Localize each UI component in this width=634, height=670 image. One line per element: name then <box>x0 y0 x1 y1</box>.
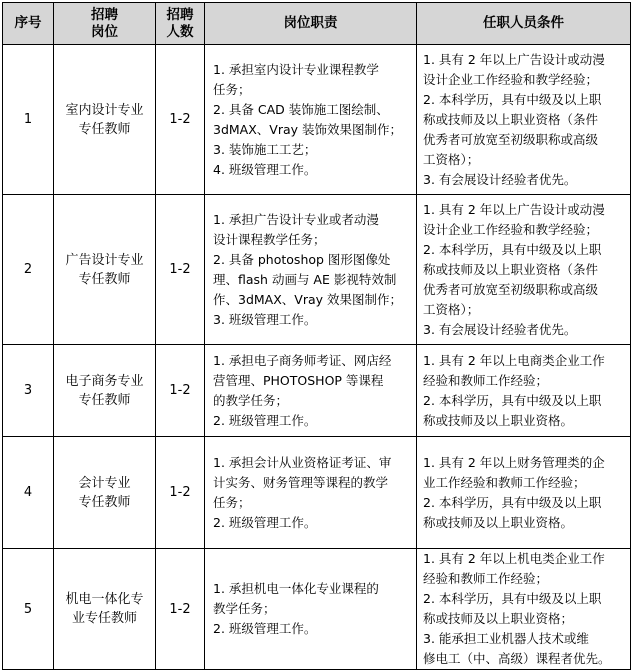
requirement-line: 2. 本科学历，具有中级及以上职 <box>423 91 602 107</box>
header-count-line: 招聘 <box>166 6 194 23</box>
row-requirements <box>417 45 631 195</box>
duty-line: 1. 承担电子商务师考证、网店经 <box>213 352 392 368</box>
row-index: 1 <box>3 45 54 195</box>
requirement-line: 经验和教师工作经验； <box>423 372 549 388</box>
requirement-line: 称或技师及以上职业资格（条件 <box>423 111 599 127</box>
row-requirements <box>417 345 631 437</box>
row-count: 1-2 <box>156 45 205 195</box>
duty-line: 作、3dMAX、Vray 效果图制作； <box>213 291 403 307</box>
duty-line: 3. 班级管理工作。 <box>213 311 317 327</box>
row-index: 2 <box>3 195 54 345</box>
duty-line: 4. 班级管理工作。 <box>213 161 317 177</box>
position-line: 会计专业 <box>78 475 131 491</box>
table-row <box>3 549 631 670</box>
row-duties <box>205 195 417 345</box>
duty-line: 1. 承担机电一体化专业课程的 <box>213 581 379 596</box>
row-requirements <box>417 437 631 549</box>
duty-line: 2. 班级管理工作。 <box>213 514 317 530</box>
duty-line: 营管理、PHOTOSHOP 等课程 <box>213 372 384 388</box>
row-position <box>54 345 156 437</box>
header-position-line: 岗位 <box>91 23 118 40</box>
requirement-line: 设计企业工作经验和教学经验； <box>423 221 599 237</box>
row-position <box>54 195 156 345</box>
table-row <box>3 437 631 549</box>
row-index: 3 <box>3 345 54 437</box>
position-line: 专任教师 <box>78 121 131 137</box>
requirement-line: 2. 本科学历，具有中级及以上职 <box>423 494 602 510</box>
row-index: 5 <box>3 549 54 670</box>
requirement-line: 称或技师及以上职业资格。 <box>423 514 574 530</box>
requirement-line: 1. 具有 2 年以上财务管理类的企 <box>423 454 605 470</box>
requirement-line: 2. 本科学历，具有中级及以上职 <box>423 591 602 606</box>
requirement-line: 称或技师及以上职业资格； <box>423 611 574 626</box>
header-index: 序号 <box>3 3 54 45</box>
requirement-line: 1. 具有 2 年以上广告设计或动漫 <box>423 51 605 67</box>
header-requirements: 任职人员条件 <box>417 3 631 45</box>
table-row <box>3 345 631 437</box>
row-count: 1-2 <box>156 549 205 670</box>
duty-line: 1. 承担室内设计专业课程教学 <box>213 61 379 77</box>
duty-line: 理、flash 动画与 AE 影视特效制 <box>213 271 397 287</box>
requirement-line: 设计企业工作经验和教学经验； <box>423 71 599 87</box>
requirement-line: 工资格）； <box>423 301 480 317</box>
recruitment-table <box>2 2 631 670</box>
duty-line: 1. 承担广告设计专业或者动漫 <box>213 211 379 227</box>
requirement-line: 工资格）； <box>423 151 480 167</box>
row-requirements <box>417 549 631 670</box>
duty-line: 1. 承担会计从业资格证考证、审 <box>213 454 392 470</box>
position-line: 专任教师 <box>78 271 131 287</box>
row-count: 1-2 <box>156 195 205 345</box>
row-index: 4 <box>3 437 54 549</box>
header-row <box>3 3 631 45</box>
table-row <box>3 45 631 195</box>
duty-line: 2. 具备 CAD 装饰施工图绘制、 <box>213 101 389 117</box>
requirement-line: 3. 有会展设计经验者优先。 <box>423 171 577 187</box>
requirement-line: 经验和教师工作经验； <box>423 571 549 586</box>
duty-line: 2. 班级管理工作。 <box>213 621 317 636</box>
duty-line: 3. 装饰施工工艺； <box>213 141 317 157</box>
row-duties <box>205 45 417 195</box>
duty-line: 任务； <box>213 494 251 510</box>
row-duties <box>205 345 417 437</box>
header-count-line: 人数 <box>166 23 194 40</box>
position-line: 室内设计专业 <box>65 102 144 118</box>
requirement-line: 1. 具有 2 年以上电商类企业工作 <box>423 352 605 368</box>
requirement-line: 称或技师及以上职业资格。 <box>423 412 574 428</box>
row-count: 1-2 <box>156 437 205 549</box>
requirement-line: 业工作经验和教师工作经验； <box>423 474 586 490</box>
table-row <box>3 195 631 345</box>
header-count <box>156 3 205 45</box>
duty-line: 2. 班级管理工作。 <box>213 412 317 428</box>
row-requirements <box>417 195 631 345</box>
requirement-line: 1. 具有 2 年以上广告设计或动漫 <box>423 201 605 217</box>
row-position <box>54 437 156 549</box>
requirement-line: 称或技师及以上职业资格（条件 <box>423 261 599 277</box>
header-duties: 岗位职责 <box>205 3 417 45</box>
requirement-line: 1. 具有 2 年以上机电类企业工作 <box>423 551 605 566</box>
requirement-line: 3. 有会展设计经验者优先。 <box>423 321 577 337</box>
duty-line: 计实务、财务管理等课程的教学 <box>213 474 389 490</box>
duty-line: 任务； <box>213 81 251 97</box>
duty-line: 2. 具备 photoshop 图形图像处 <box>213 251 391 267</box>
position-line: 电子商务专业 <box>65 373 144 389</box>
header-position-line: 招聘 <box>91 6 118 23</box>
row-position <box>54 549 156 670</box>
requirement-line: 修电工（中、高级）课程者优先。 <box>423 651 611 666</box>
row-count: 1-2 <box>156 345 205 437</box>
header-position <box>54 3 156 45</box>
duty-line: 的教学任务； <box>213 392 289 408</box>
position-line: 专任教师 <box>78 494 131 510</box>
position-line: 业专任教师 <box>71 611 137 626</box>
duty-line: 设计课程教学任务； <box>213 231 326 247</box>
requirement-line: 2. 本科学历，具有中级及以上职 <box>423 392 602 408</box>
position-line: 广告设计专业 <box>65 252 144 268</box>
row-duties <box>205 549 417 670</box>
requirement-line: 优秀者可放宽至初级职称或高级 <box>423 131 599 147</box>
position-line: 专任教师 <box>78 392 131 408</box>
requirement-line: 3. 能承担工业机器人技术或维 <box>423 631 589 646</box>
requirement-line: 2. 本科学历，具有中级及以上职 <box>423 241 602 257</box>
duty-line: 3dMAX、Vray 装饰效果图制作； <box>213 121 403 137</box>
row-duties <box>205 437 417 549</box>
position-line: 机电一体化专 <box>65 592 144 607</box>
requirement-line: 优秀者可放宽至初级职称或高级 <box>423 281 599 297</box>
duty-line: 教学任务； <box>213 601 276 616</box>
row-position <box>54 45 156 195</box>
